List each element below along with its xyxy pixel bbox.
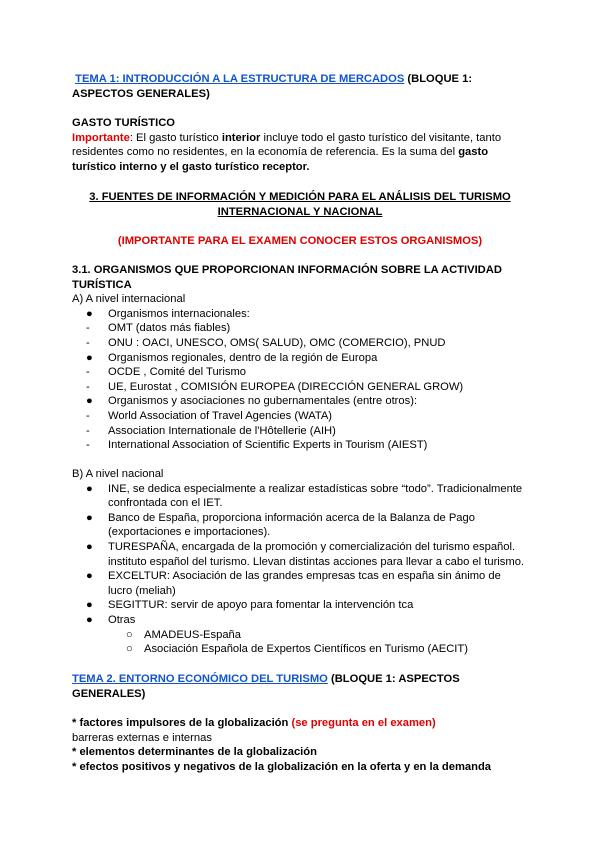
national-label: B) A nivel nacional	[72, 468, 164, 480]
list-item	[72, 613, 528, 628]
list-item-text: OMT (datos más fiables)	[108, 322, 231, 335]
list-item	[72, 438, 528, 453]
list-marker: ●	[86, 599, 93, 612]
list-item-text: INE, se dedica especialmente a realizar estadísticas sobre “todo”. Tradicionalmente confrontada con el IET.	[108, 482, 523, 510]
gasto-paragraph	[72, 131, 528, 175]
tema2-bloque-cont: GENERALES)	[72, 687, 146, 700]
subsection-3-1	[72, 263, 528, 453]
list-marker: -	[86, 366, 90, 379]
tema1-link[interactable]: TEMA 1: INTRODUCCIÓN A LA ESTRUCTURA DE MERCADOS	[75, 73, 405, 85]
factores-text: * factores impulsores de la globalización	[72, 717, 289, 729]
list-marker: ○	[126, 628, 133, 641]
tema1-bloque-cont: ASPECTOS GENERALES)	[72, 87, 210, 100]
list-item-text: SEGITTUR: servir de apoyo para fomentar la intervención tca	[108, 599, 414, 612]
tema1-heading	[72, 72, 528, 101]
list-marker: -	[86, 439, 90, 452]
list-marker: ○	[126, 643, 133, 656]
list-item	[72, 642, 528, 657]
list-item-text: EXCELTUR: Asociación de las grandes empresas tcas en españa sin ánimo de lucro (meliah)	[108, 570, 501, 597]
international-label: A) A nivel internacional	[72, 293, 186, 306]
elementos-line: * elementos determinantes de la globalización	[72, 746, 317, 759]
list-item-text: UE, Eurostat , COMISIÓN EUROPEA (DIRECCIÓN GENERAL GROW)	[108, 380, 464, 393]
gasto-section	[72, 116, 528, 174]
gasto-text-2: incluye todo el gasto turístico del visitante, tanto residentes como no residentes, en la economía de referencia. Es la suma del	[72, 131, 502, 159]
list-item-text: ONU : OACI, UNESCO, OMS( SALUD), OMC (COMERCIO), PNUD	[108, 336, 446, 349]
list-item-text: Otras	[108, 613, 136, 626]
list-marker: ●	[86, 511, 93, 524]
list-marker: ●	[86, 540, 93, 553]
list-item-text: Banco de España, proporciona información acerca de la Balanza de Pago (exportaciones e importaciones).	[108, 511, 475, 539]
gasto-text-1: : El gasto turístico	[129, 131, 222, 144]
list-marker: -	[86, 336, 90, 349]
list-marker: ●	[86, 482, 93, 495]
list-item-text: Asociación Española de Expertos Científicos en Turismo (AECIT)	[144, 643, 468, 656]
tema2-points	[72, 716, 528, 774]
international-list	[72, 307, 528, 453]
interior-term: interior	[221, 131, 261, 144]
list-item-text: International Association of Scientific Experts in Tourism (AIEST)	[108, 439, 428, 452]
list-item	[72, 336, 528, 351]
list-item-text: TURESPAÑA, encargada de la promoción y comercialización del turismo español. instituto español del turismo. Llevan distintas acciones para llevar a cabo el turismo.	[108, 540, 525, 568]
tema2-heading	[72, 672, 528, 701]
list-marker: -	[86, 409, 90, 422]
factores-line	[72, 716, 528, 731]
section3-title-line1: 3. FUENTES DE INFORMACIÓN Y MEDICIÓN PARA EL ANÁLISIS DEL TURISMO	[89, 191, 511, 203]
barreras-line: barreras externas e internas	[72, 731, 212, 744]
otras-sublist	[72, 628, 528, 657]
list-item-text: Association Internationale de l'Hôtellerie (AIH)	[108, 424, 336, 437]
exam-note: (se pregunta en el examen)	[288, 717, 436, 729]
list-item	[72, 511, 528, 540]
list-item	[72, 307, 528, 322]
list-item	[72, 569, 528, 598]
list-item	[72, 394, 528, 409]
national-section	[72, 467, 528, 657]
tema2-bloque: (BLOQUE 1: ASPECTOS	[327, 673, 460, 685]
gasto-heading: GASTO TURÍSTICO	[72, 117, 175, 129]
list-item-text: AMADEUS-España	[144, 628, 241, 641]
list-item	[72, 598, 528, 613]
importante-label: Importante	[72, 131, 130, 144]
tema1-bloque: (BLOQUE 1:	[404, 73, 473, 85]
list-marker: ●	[86, 395, 93, 408]
list-item	[72, 628, 528, 643]
list-item	[72, 365, 528, 380]
list-item-text: Organismos regionales, dentro de la región de Europa	[108, 351, 378, 364]
list-item	[72, 351, 528, 366]
list-marker: ●	[86, 613, 93, 626]
tema2-link[interactable]: TEMA 2. ENTORNO ECONÓMICO DEL TURISMO	[72, 673, 328, 685]
subsection-3-1-title: 3.1. ORGANISMOS QUE PROPORCIONAN INFORMACIÓN SOBRE LA ACTIVIDAD TURÍSTICA	[72, 264, 502, 291]
list-item	[72, 540, 528, 569]
list-item	[72, 321, 528, 336]
list-item-text: OCDE , Comité del Turismo	[108, 366, 247, 379]
list-marker: -	[86, 424, 90, 437]
section3-title	[72, 190, 528, 219]
list-item	[72, 482, 528, 511]
list-item	[72, 409, 528, 424]
important-exam-note: (IMPORTANTE PARA EL EXAMEN CONOCER ESTOS ORGANISMOS)	[117, 235, 483, 247]
list-marker: -	[86, 380, 90, 393]
list-item	[72, 424, 528, 439]
list-marker: ●	[86, 570, 93, 583]
list-marker: -	[86, 322, 90, 335]
national-list	[72, 482, 528, 628]
list-marker: ●	[86, 307, 93, 320]
efectos-line: * efectos positivos y negativos de la globalización en la oferta y en la demanda	[72, 760, 492, 773]
list-item-text: Organismos internacionales:	[108, 307, 250, 320]
list-marker: ●	[86, 351, 93, 364]
gasto-bold-end: gasto turístico interno y el gasto turístico receptor.	[72, 146, 489, 173]
list-item-text: Organismos y asociaciones no gubernamentales (entre otros):	[108, 395, 418, 408]
list-item	[72, 380, 528, 395]
list-item-text: World Association of Travel Agencies (WATA)	[108, 409, 333, 422]
section3-title-line2: INTERNACIONAL Y NACIONAL	[217, 205, 383, 218]
